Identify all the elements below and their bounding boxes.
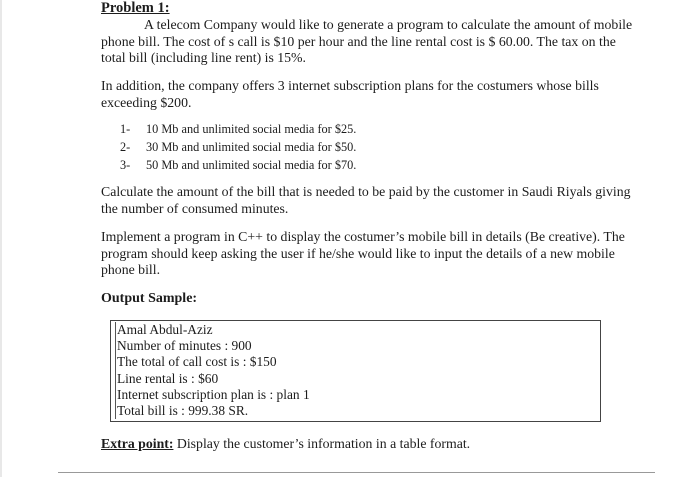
plans-paragraph	[101, 78, 661, 111]
output-line: The total of call cost is : $150	[117, 354, 277, 370]
intro-paragraph	[101, 17, 661, 67]
calculate-line: the number of consumed minutes.	[101, 200, 289, 216]
intro-line: phone bill. The cost of s call is $10 per hour and the line rental cost is $ 60.00. The tax on the	[101, 33, 616, 49]
implement-line: program should keep asking the user if he/she would like to input the details of a new mobile	[101, 245, 615, 261]
output-line: Amal Abdul-Aziz	[117, 322, 213, 337]
bottom-divider	[58, 472, 655, 473]
plan-text: 50 Mb and unlimited social media for $70.	[146, 158, 357, 172]
output-line: Number of minutes : 900	[117, 338, 252, 354]
plans-intro-line: exceeding $200.	[101, 94, 192, 110]
plans-intro-line: In addition, the company offers 3 internet subscription plans for the costumers whose bills	[101, 78, 599, 93]
calculate-paragraph	[101, 184, 661, 217]
output-sample-inner-border	[115, 322, 116, 419]
plan-number: 2-	[120, 140, 131, 154]
plans-list	[120, 120, 356, 174]
implement-paragraph	[101, 229, 661, 279]
output-line: Total bill is : 999.38 SR.	[117, 403, 249, 419]
output-sample-title: Output Sample:	[101, 291, 198, 306]
plan-item	[120, 156, 356, 174]
output-line: Line rental is : $60	[117, 370, 219, 386]
output-line: Internet subscription plan is : plan 1	[117, 386, 310, 402]
page-edge	[0, 0, 2, 477]
plan-item	[120, 120, 356, 138]
plan-text: 10 Mb and unlimited social media for $25.	[146, 122, 357, 136]
extra-point-text: Display the customer’s information in a table format.	[173, 436, 471, 451]
problem-heading: Problem 1:	[101, 0, 170, 16]
plan-number: 1-	[120, 122, 131, 136]
plan-text: 30 Mb and unlimited social media for $50.	[146, 140, 357, 154]
plan-number: 3-	[120, 158, 131, 172]
implement-line: phone bill.	[101, 262, 161, 277]
intro-line: A telecom Company would like to generate a program to calculate the amount of mobile	[144, 17, 633, 32]
extra-point-label: Extra point:	[101, 436, 174, 451]
output-sample-lines	[117, 322, 310, 419]
intro-line: total bill (including line rent) is 15%.	[101, 50, 306, 65]
implement-line: Implement a program in C++ to display the costumer’s mobile bill in details (Be creative). The	[101, 229, 625, 244]
calculate-line: Calculate the amount of the bill that is needed to be paid by the customer in Saudi Riyals giving	[101, 184, 631, 199]
extra-point	[101, 436, 470, 452]
plan-item	[120, 138, 356, 156]
